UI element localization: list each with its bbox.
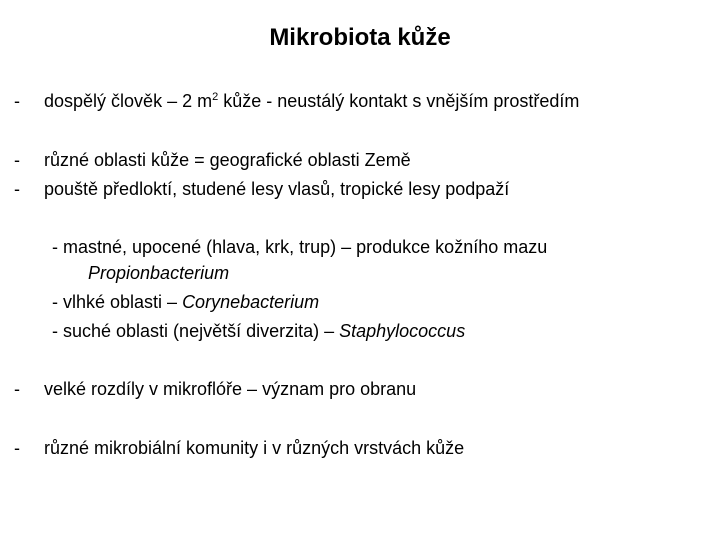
sub-item-oily xyxy=(52,236,547,258)
bullet-text-cont: kůže - neustálý kontakt s vnějším prostředím xyxy=(218,91,580,111)
bullet-marker: - xyxy=(14,91,20,111)
bullet-marker: - xyxy=(14,150,20,170)
bullet-marker: - xyxy=(14,179,20,199)
sub-item-text: - suché oblasti (největší diverzita) – xyxy=(52,321,340,341)
bullet-text: pouště předloktí, studené lesy vlasů, tropické lesy podpaží xyxy=(44,179,510,199)
bullet-text: dospělý člověk – 2 m xyxy=(44,91,213,111)
bullet-marker: - xyxy=(14,438,20,458)
bullet-marker: - xyxy=(14,379,20,399)
sub-item-oily-organism: Propionbacterium xyxy=(88,263,230,283)
bullet-deserts-forests xyxy=(14,178,509,200)
bullet-microflora-differences xyxy=(14,378,416,400)
sub-item-text: - mastné, upocené (hlava, krk, trup) – produkce kožního mazu xyxy=(52,237,548,257)
slide-title: Mikrobiota kůže xyxy=(269,24,451,51)
sub-item-text: - vlhké oblasti – xyxy=(52,292,183,312)
bullet-text: velké rozdíly v mikroflóře – význam pro obranu xyxy=(44,379,417,399)
bullet-microbial-communities xyxy=(14,437,464,459)
bullet-adult-skin xyxy=(14,90,579,112)
bullet-text: různé oblasti kůže = geografické oblasti Země xyxy=(44,150,411,170)
sub-item-moist xyxy=(52,291,319,313)
bullet-text: různé mikrobiální komunity i v různých vrstvách kůže xyxy=(44,438,465,458)
organism-name: Staphylococcus xyxy=(339,321,466,341)
organism-name: Corynebacterium xyxy=(182,292,320,312)
bullet-skin-regions xyxy=(14,149,411,171)
superscript: 2 xyxy=(212,91,219,103)
sub-item-dry xyxy=(52,320,465,342)
